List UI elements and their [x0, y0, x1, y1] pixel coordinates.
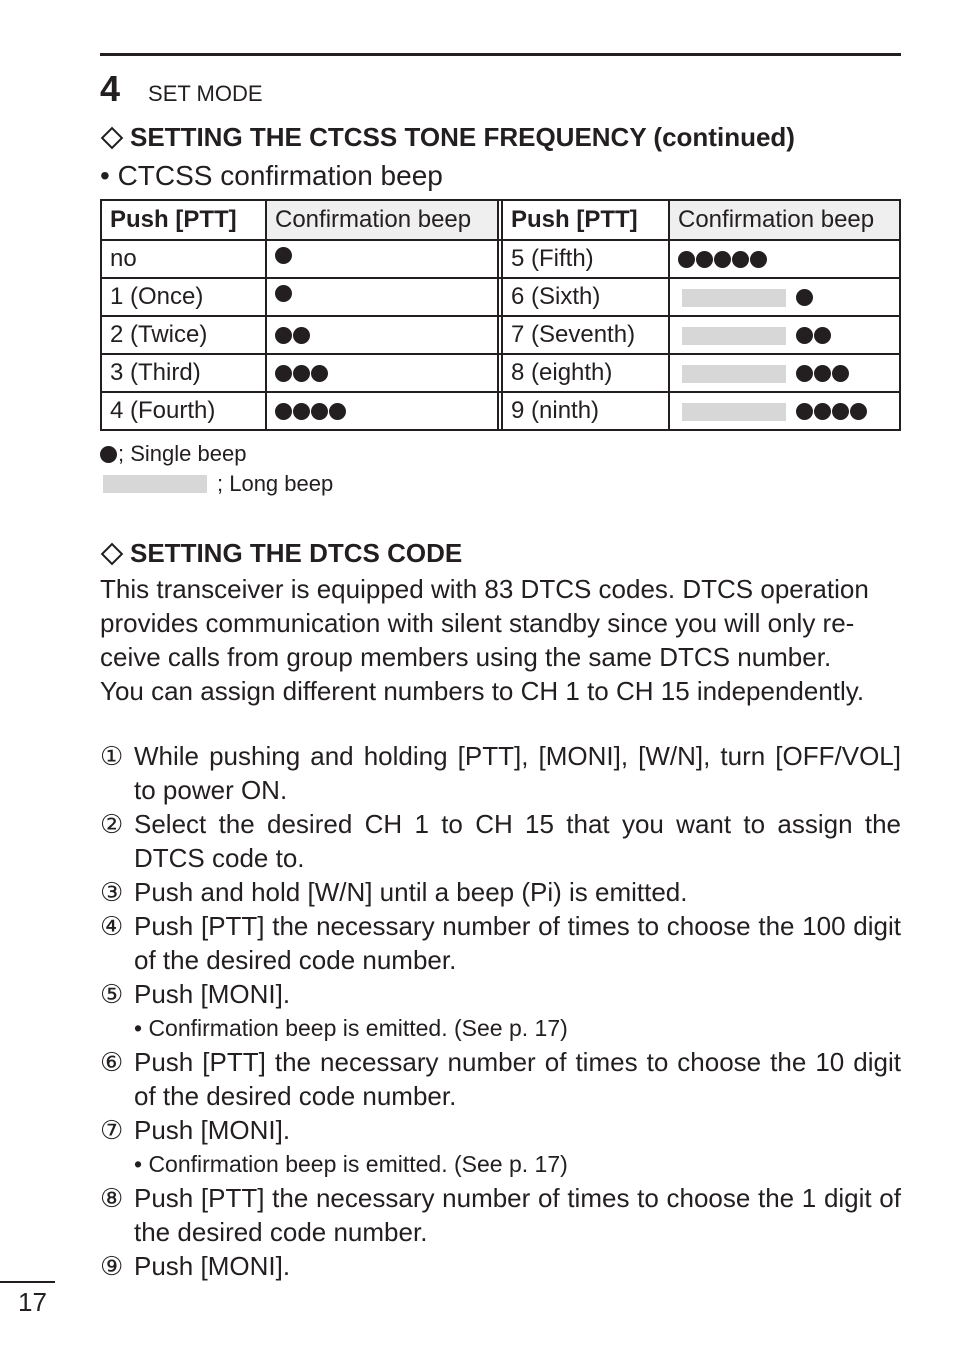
diamond-bullet-icon: [101, 542, 124, 565]
single-beep-dot-icon: [678, 251, 695, 268]
confirmation-beep-table: [100, 199, 901, 431]
chapter-title: SET MODE: [148, 81, 263, 106]
step-text: Push [PTT] the necessary number of times to choose the 100 digit of the desired code number.: [134, 911, 901, 975]
step-number: ②: [100, 809, 124, 839]
single-beep-dot-icon: [750, 251, 767, 268]
step-number: ⑦: [100, 1115, 124, 1145]
push-count-cell: 2 (Twice): [101, 316, 266, 354]
step-number: ⑨: [100, 1251, 124, 1281]
table-row: [101, 278, 900, 316]
beep-pattern-cell: [266, 278, 498, 316]
step-note: • Confirmation beep is emitted. (See p. 17): [134, 1151, 568, 1177]
push-count-cell: 9 (ninth): [502, 392, 669, 430]
single-beep-dot-icon: [814, 365, 831, 382]
single-beep-dot-icon: [796, 289, 813, 306]
page-number: 17: [18, 1287, 47, 1317]
single-beep-dot-icon: [275, 285, 292, 302]
single-beep-dot-icon: [293, 327, 310, 344]
list-item: [100, 807, 901, 875]
step-note: • Confirmation beep is emitted. (See p. 17): [134, 1015, 568, 1041]
long-beep-bar-icon: [682, 289, 786, 307]
intro-line: This transceiver is equipped with 83 DTCS codes. DTCS operation: [100, 574, 869, 604]
col-header-confirmation-beep: Confirmation beep: [266, 200, 498, 240]
beep-pattern-cell: [266, 354, 498, 392]
table-header-row: [101, 200, 900, 240]
step-number: ⑧: [100, 1183, 124, 1213]
step-number: ①: [100, 741, 124, 771]
long-beep-bar-icon: [682, 365, 786, 383]
legend-single-beep: [100, 441, 246, 467]
step-text: Push [MONI].: [134, 1115, 291, 1145]
step-text: Push [PTT] the necessary number of times to choose the 10 digit of the desired code number.: [134, 1047, 901, 1111]
step-text: Push [MONI].: [134, 1251, 291, 1281]
single-beep-dot-icon: [696, 251, 713, 268]
step-number: ⑤: [100, 979, 124, 1009]
legend-long-beep: [103, 471, 333, 497]
single-beep-dot-icon: [796, 327, 813, 344]
push-count-cell: no: [101, 240, 266, 278]
push-count-cell: 8 (eighth): [502, 354, 669, 392]
intro-line: You can assign different numbers to CH 1 to CH 15 independently.: [100, 676, 865, 706]
col-header-push-ptt: Push [PTT]: [502, 200, 669, 240]
list-item: [100, 1249, 901, 1283]
step-text: Push [PTT] the necessary number of times to choose the 1 digit of the desired code number.: [134, 1183, 901, 1247]
push-count-cell: 7 (Seventh): [502, 316, 669, 354]
beep-pattern-cell: [266, 316, 498, 354]
list-item: [100, 1181, 901, 1249]
col-header-confirmation-beep: Confirmation beep: [669, 200, 900, 240]
step-text: Push and hold [W/N] until a beep (Pi) is emitted.: [134, 877, 688, 907]
step-number: ⑥: [100, 1047, 124, 1077]
single-beep-dot-icon: [293, 403, 310, 420]
section-title: SETTING THE CTCSS TONE FREQUENCY (continued): [130, 122, 795, 152]
single-beep-dot-icon: [850, 403, 867, 420]
push-count-cell: 6 (Sixth): [502, 278, 669, 316]
single-beep-dot-icon: [832, 365, 849, 382]
table-row: [101, 240, 900, 278]
table-row: [101, 354, 900, 392]
long-beep-bar-icon: [103, 475, 207, 493]
beep-pattern-cell: [669, 316, 900, 354]
intro-line: ceive calls from group members using the same DTCS number.: [100, 642, 832, 672]
step-number: ③: [100, 877, 124, 907]
single-beep-dot-icon: [275, 403, 292, 420]
top-rule: [100, 53, 901, 56]
section-heading-ctcss: [100, 122, 795, 153]
table-row: [101, 316, 900, 354]
single-beep-dot-icon: [275, 365, 292, 382]
push-count-cell: 5 (Fifth): [502, 240, 669, 278]
list-item: [100, 875, 901, 909]
list-item: [100, 739, 901, 807]
step-text: While pushing and holding [PTT], [MONI], [W/N], turn [OFF/VOL] to power ON.: [134, 741, 901, 805]
dtcs-steps-list: [100, 739, 901, 1283]
beep-pattern-cell: [266, 392, 498, 430]
legend-single-label: ; Single beep: [118, 441, 247, 466]
section-title: SETTING THE DTCS CODE: [130, 538, 463, 568]
list-item: [100, 909, 901, 977]
section-heading-dtcs: [100, 538, 462, 569]
intro-line: provides communication with silent standby since you will only re-: [100, 608, 855, 638]
single-beep-dot-icon: [311, 365, 328, 382]
beep-pattern-cell: [266, 240, 498, 278]
step-text: Select the desired CH 1 to CH 15 that you want to assign the DTCS code to.: [134, 809, 901, 873]
long-beep-bar-icon: [682, 327, 786, 345]
beep-pattern-cell: [669, 392, 900, 430]
dtcs-intro-paragraph: [100, 572, 901, 708]
single-beep-dot-icon: [814, 403, 831, 420]
step-number: ④: [100, 911, 124, 941]
table-row: [101, 392, 900, 430]
diamond-bullet-icon: [101, 126, 124, 149]
step-text: Push [MONI].: [134, 979, 291, 1009]
push-count-cell: 4 (Fourth): [101, 392, 266, 430]
long-beep-bar-icon: [682, 403, 786, 421]
single-beep-dot-icon: [732, 251, 749, 268]
footer-rule: [0, 1281, 55, 1283]
single-beep-dot-icon: [275, 247, 292, 264]
legend-long-label: ; Long beep: [217, 471, 334, 496]
single-beep-dot-icon: [796, 365, 813, 382]
push-count-cell: 3 (Third): [101, 354, 266, 392]
single-beep-dot-icon: [796, 403, 813, 420]
single-beep-dot-icon: [832, 403, 849, 420]
single-beep-dot-icon: [100, 446, 117, 463]
list-item: [100, 1045, 901, 1113]
col-header-push-ptt: Push [PTT]: [101, 200, 266, 240]
beep-pattern-cell: [669, 278, 900, 316]
beep-pattern-cell: [669, 240, 900, 278]
single-beep-dot-icon: [293, 365, 310, 382]
list-item: [100, 977, 901, 1011]
single-beep-dot-icon: [714, 251, 731, 268]
single-beep-dot-icon: [814, 327, 831, 344]
push-count-cell: 1 (Once): [101, 278, 266, 316]
single-beep-dot-icon: [275, 327, 292, 344]
single-beep-dot-icon: [311, 403, 328, 420]
beep-pattern-cell: [669, 354, 900, 392]
ctcss-subtitle: • CTCSS confirmation beep: [100, 160, 443, 191]
chapter-header: [100, 68, 263, 108]
list-item: [100, 1113, 901, 1147]
single-beep-dot-icon: [329, 403, 346, 420]
chapter-number: 4: [100, 68, 121, 109]
